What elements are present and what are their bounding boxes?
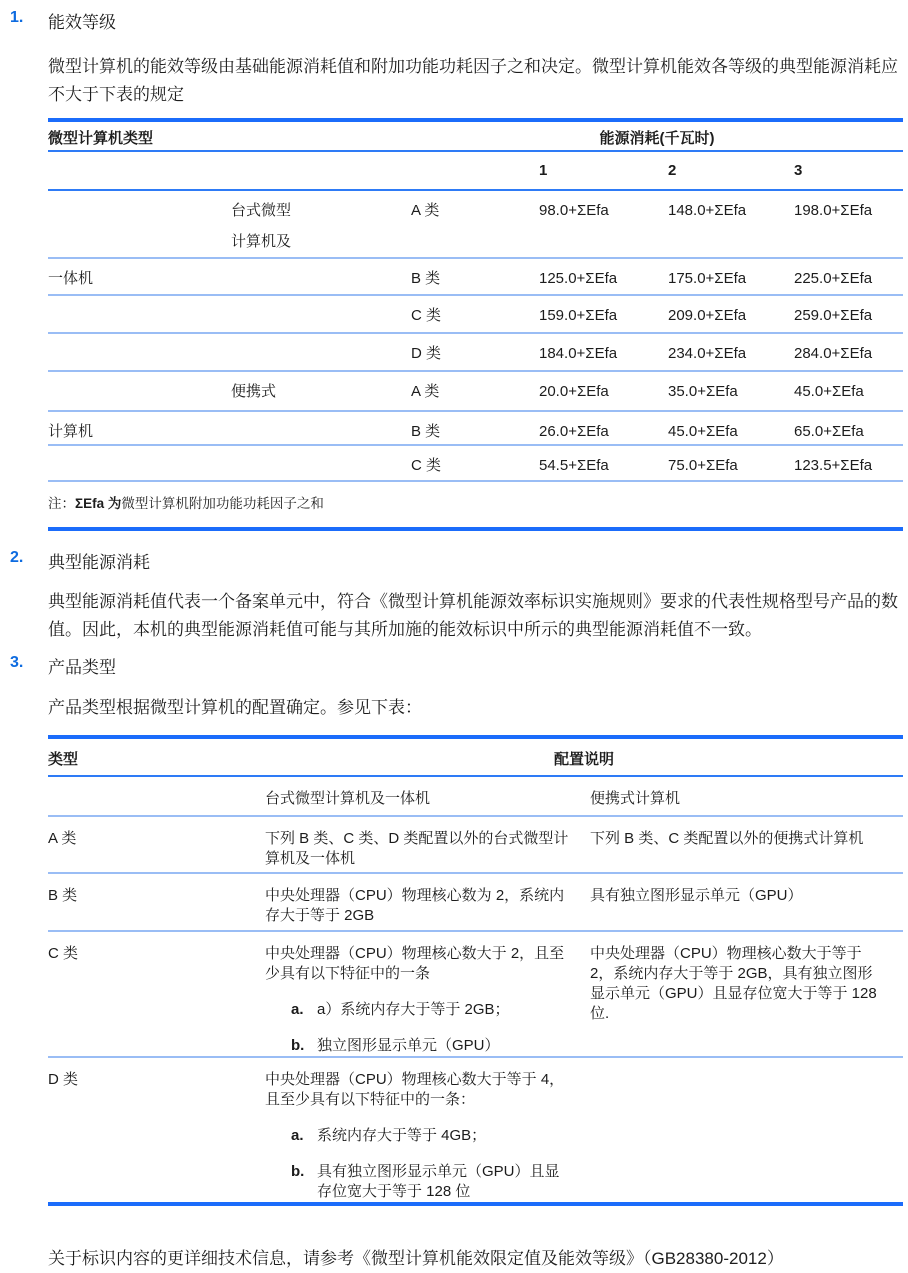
type-group-line1: 台式微型 (231, 202, 292, 219)
type-group-label (231, 412, 411, 444)
grade3-value: 45.0+ΣEfa (794, 383, 864, 400)
list-marker: b. (291, 1037, 305, 1054)
grade1-value: 98.0+ΣEfa (539, 202, 609, 219)
subheader-desktop: 台式微型计算机及一体机 (265, 790, 431, 807)
grade1-value: 184.0+ΣEfa (539, 345, 618, 362)
section-3-paragraph: 产品类型根据微型计算机的配置确定。参见下表： (48, 698, 422, 717)
grade3-value: 65.0+ΣEfa (794, 423, 864, 440)
portable-config: 具有独立图形显示单元（GPU） (590, 887, 803, 904)
list-text: 具有独立图形显示单元（GPU）且显存位宽大于等于 128 位 (317, 1163, 560, 1200)
type-left-label (48, 446, 231, 480)
type-group-label (231, 446, 411, 480)
type-group-line2: 计算机及 (231, 233, 292, 250)
section-1-paragraph: 微型计算机的能效等级由基础能源消耗值和附加功能功耗因子之和决定。微型计算机能效各等级的典型能源消耗应不大于下表的规定 (48, 57, 898, 104)
grade-1-header: 1 (539, 162, 548, 179)
section-2-paragraph: 典型能源消耗值代表一个备案单元中，符合《微型计算机能源效率标识实施规则》要求的代表性规格型号产品的数值。因此，本机的典型能源消耗值可能与其所加施的能效标识中所示的典型能源消耗值不一致。 (48, 592, 898, 639)
table2-subheader-row (48, 777, 903, 817)
section-3-title: 产品类型 (48, 658, 116, 677)
table1-header-type: 微型计算机类型 (48, 130, 154, 147)
class-label: B 类 (411, 270, 441, 287)
table2-header-config: 配置说明 (553, 751, 614, 768)
grade2-value: 175.0+ΣEfa (668, 270, 747, 287)
energy-consumption-table (48, 118, 903, 531)
class-label: A 类 (411, 202, 440, 219)
list-text: 系统内存大于等于 4GB； (317, 1127, 487, 1144)
grade2-value: 75.0+ΣEfa (668, 457, 738, 474)
type-group-label (231, 334, 411, 370)
desktop-config-intro: 中央处理器（CPU）物理核心数大于等于 4，且至少具有以下特征中的一条： (265, 1071, 565, 1108)
table-row-class-a (48, 817, 903, 874)
desktop-config-intro: 中央处理器（CPU）物理核心数大于 2，且至少具有以下特征中的一条 (265, 945, 565, 982)
desktop-config: 中央处理器（CPU）物理核心数为 2，系统内存大于等于 2GB (265, 887, 565, 924)
list-item (291, 1036, 574, 1056)
section-1-number: 1. (10, 9, 24, 26)
section-3-heading (10, 653, 903, 678)
type-left-label (48, 191, 231, 257)
type-left-label (48, 372, 231, 410)
table-row-class-b (48, 874, 903, 932)
desktop-config (265, 932, 590, 1056)
class-label: C 类 (411, 457, 442, 474)
table1-grade-header-row (48, 152, 903, 191)
list-item (291, 1126, 574, 1146)
grade1-value: 20.0+ΣEfa (539, 383, 609, 400)
product-type-table (48, 735, 903, 1206)
list-text: 独立图形显示单元（GPU） (317, 1037, 500, 1054)
portable-config: 下列 B 类、C 类配置以外的便携式计算机 (590, 830, 864, 847)
desktop-config: 下列 B 类、C 类、D 类配置以外的台式微型计算机及一体机 (265, 830, 569, 867)
grade3-value: 225.0+ΣEfa (794, 270, 873, 287)
table-row-desktop-b (48, 259, 903, 296)
grade2-value: 209.0+ΣEfa (668, 307, 747, 324)
grade1-value: 26.0+ΣEfa (539, 423, 609, 440)
table2-header-type: 类型 (48, 751, 79, 768)
table-row-desktop-a (48, 191, 903, 259)
table-row-desktop-c (48, 296, 903, 334)
class-label: A 类 (411, 383, 440, 400)
footer-reference: 关于标识内容的更详细技术信息，请参考《微型计算机能效限定值及能效等级》（GB28380-2012） (48, 1249, 784, 1268)
table-row-desktop-d (48, 334, 903, 372)
subheader-portable: 便携式计算机 (590, 790, 681, 807)
type-left-label: 计算机 (48, 423, 94, 440)
type-group-label (231, 259, 411, 294)
portable-config (590, 1058, 903, 1202)
footnote-prefix: 注： (48, 496, 75, 511)
table1-footnote (48, 482, 903, 527)
section-1-heading (10, 8, 903, 33)
table-row-class-d (48, 1058, 903, 1202)
portable-config: 中央处理器（CPU）物理核心数大于等于 2，系统内存大于等于 2GB，具有独立图形显示单元（GPU）且显存位宽大于等于 128 位. (590, 945, 877, 1022)
grade3-value: 259.0+ΣEfa (794, 307, 873, 324)
grade1-value: 125.0+ΣEfa (539, 270, 618, 287)
list-text: a）系统内存大于等于 2GB； (317, 1001, 510, 1018)
class-label: A 类 (48, 830, 77, 847)
class-label: B 类 (411, 423, 441, 440)
grade1-value: 159.0+ΣEfa (539, 307, 618, 324)
grade-2-header: 2 (668, 162, 677, 179)
type-group-label (231, 296, 411, 332)
section-2-title: 典型能源消耗 (48, 553, 150, 572)
footnote-text: 微型计算机附加功能功耗因子之和 (121, 496, 324, 511)
table2-header-row (48, 739, 903, 777)
section-3-number: 3. (10, 654, 24, 671)
grade3-value: 198.0+ΣEfa (794, 202, 873, 219)
table-row-portable-a (48, 372, 903, 412)
type-group-label: 便携式 (231, 383, 277, 400)
list-item (291, 1162, 574, 1202)
grade3-value: 284.0+ΣEfa (794, 345, 873, 362)
table-row-class-c (48, 932, 903, 1058)
list-marker: a. (291, 1001, 304, 1018)
list-item (291, 1000, 574, 1020)
type-left-label: 一体机 (48, 270, 94, 287)
table-row-portable-b (48, 412, 903, 446)
table-row-portable-c (48, 446, 903, 482)
grade2-value: 35.0+ΣEfa (668, 383, 738, 400)
section-2-number: 2. (10, 549, 24, 566)
class-label: B 类 (48, 887, 78, 904)
table1-header-energy: 能源消耗(千瓦时) (599, 130, 715, 147)
class-label: C 类 (48, 945, 79, 962)
type-group-label (231, 191, 411, 257)
grade2-value: 148.0+ΣEfa (668, 202, 747, 219)
type-left-label (48, 334, 231, 370)
section-1-title: 能效等级 (48, 13, 116, 32)
grade2-value: 45.0+ΣEfa (668, 423, 738, 440)
grade-3-header: 3 (794, 162, 803, 179)
grade2-value: 234.0+ΣEfa (668, 345, 747, 362)
desktop-config (265, 1058, 590, 1202)
grade1-value: 54.5+ΣEfa (539, 457, 609, 474)
footnote-symbol: ΣEfa 为 (75, 496, 122, 511)
class-label: D 类 (411, 345, 442, 362)
type-left-label (48, 296, 231, 332)
class-label: D 类 (48, 1071, 79, 1088)
class-label: C 类 (411, 307, 442, 324)
list-marker: a. (291, 1127, 304, 1144)
section-2-heading (10, 548, 903, 573)
table1-header-row (48, 122, 903, 152)
grade3-value: 123.5+ΣEfa (794, 457, 873, 474)
list-marker: b. (291, 1163, 305, 1180)
